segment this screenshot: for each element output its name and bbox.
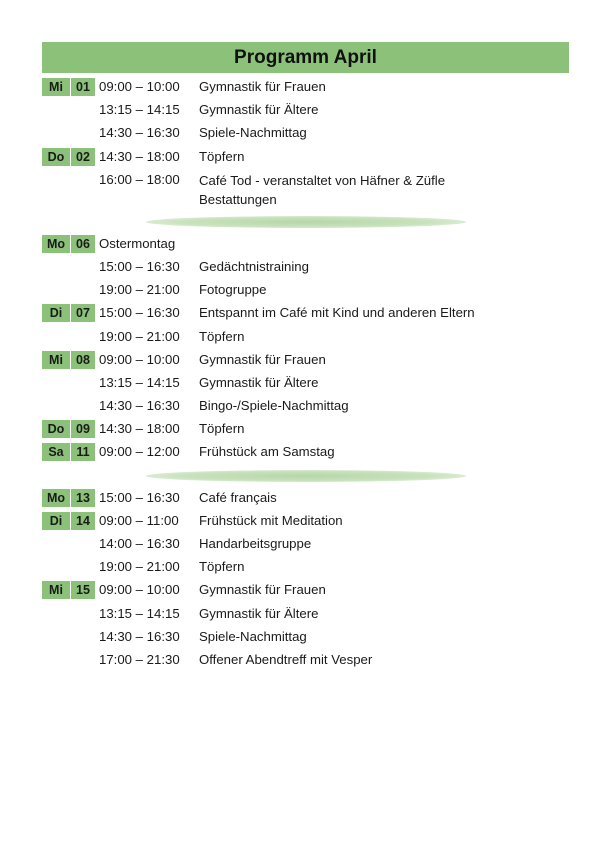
- time-range: 09:00 – 10:00: [99, 79, 180, 94]
- time-range: 17:00 – 21:30: [99, 651, 180, 667]
- event-title: Spiele-Nachmittag: [199, 125, 307, 141]
- time-range: 09:00 – 10:00: [99, 351, 180, 367]
- time-range: 13:15 – 14:15: [99, 605, 180, 621]
- schedule-row: [42, 510, 569, 533]
- event-title-line1: Café Tod - veranstaltet von Häfner & Züfle: [199, 172, 446, 188]
- event-title: Fotogruppe: [199, 282, 267, 298]
- date-badge: 01: [71, 78, 95, 96]
- day-badge: Mi: [42, 351, 70, 369]
- event-title: Gedächtnistraining: [199, 258, 309, 274]
- time-range: 13:15 – 14:15: [99, 102, 180, 118]
- schedule-row: [42, 418, 569, 441]
- event-title: Frühstück am Samstag: [199, 444, 335, 460]
- time-range: 14:30 – 16:30: [99, 628, 180, 644]
- day-badge: Mo: [42, 235, 70, 253]
- separator-ellipse: [146, 470, 466, 482]
- date-badge: 07: [71, 304, 95, 322]
- time-range: 15:00 – 16:30: [99, 258, 180, 274]
- schedule-row: [42, 326, 569, 349]
- separator-ellipse: [146, 216, 466, 228]
- event-title: Offener Abendtreff mit Vesper: [199, 651, 373, 667]
- date-badge: 02: [71, 148, 95, 166]
- day-badge: Do: [42, 148, 70, 166]
- date-badge: 08: [71, 351, 95, 369]
- event-title: Töpfern: [199, 328, 245, 344]
- time-range: 19:00 – 21:00: [99, 328, 180, 344]
- event-title-line2: Bestattungen: [199, 191, 277, 207]
- day-badge: Di: [42, 304, 70, 322]
- date-badge: 15: [71, 581, 95, 599]
- time-range: 14:30 – 18:00: [99, 148, 180, 164]
- schedule-row: [42, 146, 569, 169]
- time-range: 14:30 – 18:00: [99, 421, 180, 437]
- day-badge: Di: [42, 512, 70, 530]
- schedule-row: [42, 233, 569, 256]
- page-title: Programm April: [42, 42, 569, 73]
- schedule-row: [42, 626, 569, 649]
- event-title: Töpfern: [199, 559, 245, 575]
- schedule-row: [42, 279, 569, 302]
- separator: [42, 211, 569, 233]
- schedule: [42, 76, 569, 672]
- time-range: 14:30 – 16:30: [99, 398, 180, 414]
- date-badge: 13: [71, 489, 95, 507]
- schedule-row: [42, 395, 569, 418]
- time-range: 16:00 – 18:00: [99, 171, 180, 187]
- event-title: Entspannt im Café mit Kind und anderen Eltern: [199, 305, 475, 321]
- schedule-row: [42, 556, 569, 579]
- date-badge: 09: [71, 420, 95, 438]
- day-badge: Mo: [42, 489, 70, 507]
- schedule-row: [42, 441, 569, 464]
- schedule-row: [42, 256, 569, 279]
- event-title: Handarbeitsgruppe: [199, 536, 312, 551]
- time-range: 09:00 – 12:00: [99, 444, 180, 460]
- date-badge: 11: [71, 443, 95, 461]
- event-title: Gymnastik für Ältere: [199, 374, 319, 390]
- day-badge: Sa: [42, 443, 70, 461]
- schedule-row: [42, 533, 569, 556]
- time-range: 15:00 – 16:30: [99, 489, 180, 505]
- schedule-row: [42, 99, 569, 122]
- schedule-row: [42, 649, 569, 672]
- event-title: Bingo-/Spiele-Nachmittag: [199, 398, 349, 414]
- event-title: [199, 169, 569, 209]
- event-title: Ostermontag: [99, 235, 176, 251]
- time-range: 19:00 – 21:00: [99, 282, 180, 298]
- day-badge: Do: [42, 420, 70, 438]
- schedule-row: [42, 603, 569, 626]
- schedule-row: [42, 487, 569, 510]
- schedule-row: [42, 122, 569, 145]
- schedule-row: [42, 349, 569, 372]
- separator: [42, 465, 569, 487]
- event-title: Frühstück mit Meditation: [199, 512, 343, 528]
- time-range: 09:00 – 10:00: [99, 582, 180, 598]
- day-badge: Mi: [42, 78, 70, 96]
- schedule-row: [42, 76, 569, 99]
- event-title: Töpfern: [199, 421, 245, 437]
- event-title: Töpfern: [199, 148, 245, 164]
- time-range: 14:00 – 16:30: [99, 536, 180, 551]
- event-title: Gymnastik für Ältere: [199, 605, 319, 621]
- time-range: 15:00 – 16:30: [99, 305, 180, 321]
- time-range: 19:00 – 21:00: [99, 559, 180, 575]
- event-title: Spiele-Nachmittag: [199, 628, 307, 644]
- time-range: 14:30 – 16:30: [99, 125, 180, 141]
- event-title: Café français: [199, 489, 277, 505]
- schedule-row: [42, 372, 569, 395]
- event-title: Gymnastik für Frauen: [199, 582, 326, 598]
- schedule-row: [42, 579, 569, 602]
- day-badge: Mi: [42, 581, 70, 599]
- schedule-row: [42, 302, 569, 325]
- event-title: Gymnastik für Ältere: [199, 102, 319, 118]
- date-badge: 06: [71, 235, 95, 253]
- time-range: 13:15 – 14:15: [99, 374, 180, 390]
- date-badge: 14: [71, 512, 95, 530]
- event-title: Gymnastik für Frauen: [199, 351, 326, 367]
- event-title: Gymnastik für Frauen: [199, 79, 326, 94]
- time-range: 09:00 – 11:00: [99, 512, 179, 528]
- schedule-row: [42, 169, 569, 211]
